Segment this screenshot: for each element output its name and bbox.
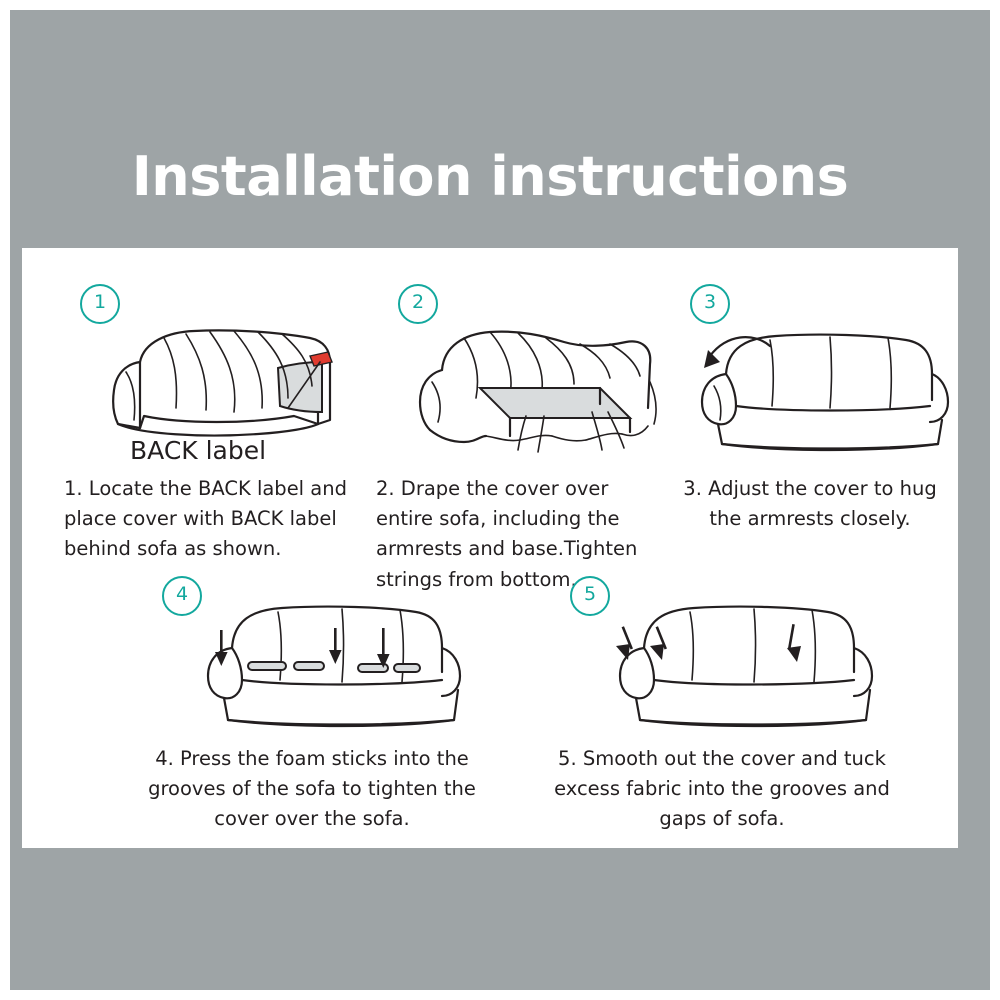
back-label-annotation: BACK label [130, 436, 267, 465]
step-4-illustration [182, 586, 482, 736]
step-3 [662, 276, 958, 566]
step-5 [532, 566, 912, 836]
step-5-badge: 5 [570, 576, 610, 616]
step-5-illustration [594, 586, 894, 736]
step-4-badge: 4 [162, 576, 202, 616]
page-title: Installation instructions [131, 145, 849, 208]
step-2 [370, 276, 670, 591]
step-3-badge: 3 [690, 284, 730, 324]
step-1-badge: 1 [80, 284, 120, 324]
step-1 [62, 276, 362, 566]
step-2-badge: 2 [398, 284, 438, 324]
step-4-caption: 4. Press the foam sticks into the grooves of the sofa to tighten the cover over the sofa. [148, 747, 476, 831]
instructions-card [22, 248, 958, 848]
step-2-illustration [394, 312, 674, 462]
step-5-caption: 5. Smooth out the cover and tuck excess fabric into the grooves and gaps of sofa. [554, 747, 890, 831]
step-4 [132, 566, 492, 836]
step-1-illustration [82, 316, 372, 456]
step-1-caption: 1. Locate the BACK label and place cover with BACK label behind sofa as shown. [64, 477, 347, 561]
step-2-caption: 2. Drape the cover over entire sofa, including the armrests and base.Tighten strings from bottom. [376, 477, 638, 591]
step-3-caption: 3. Adjust the cover to hug the armrests closely. [683, 477, 937, 531]
step-3-illustration [680, 316, 960, 456]
